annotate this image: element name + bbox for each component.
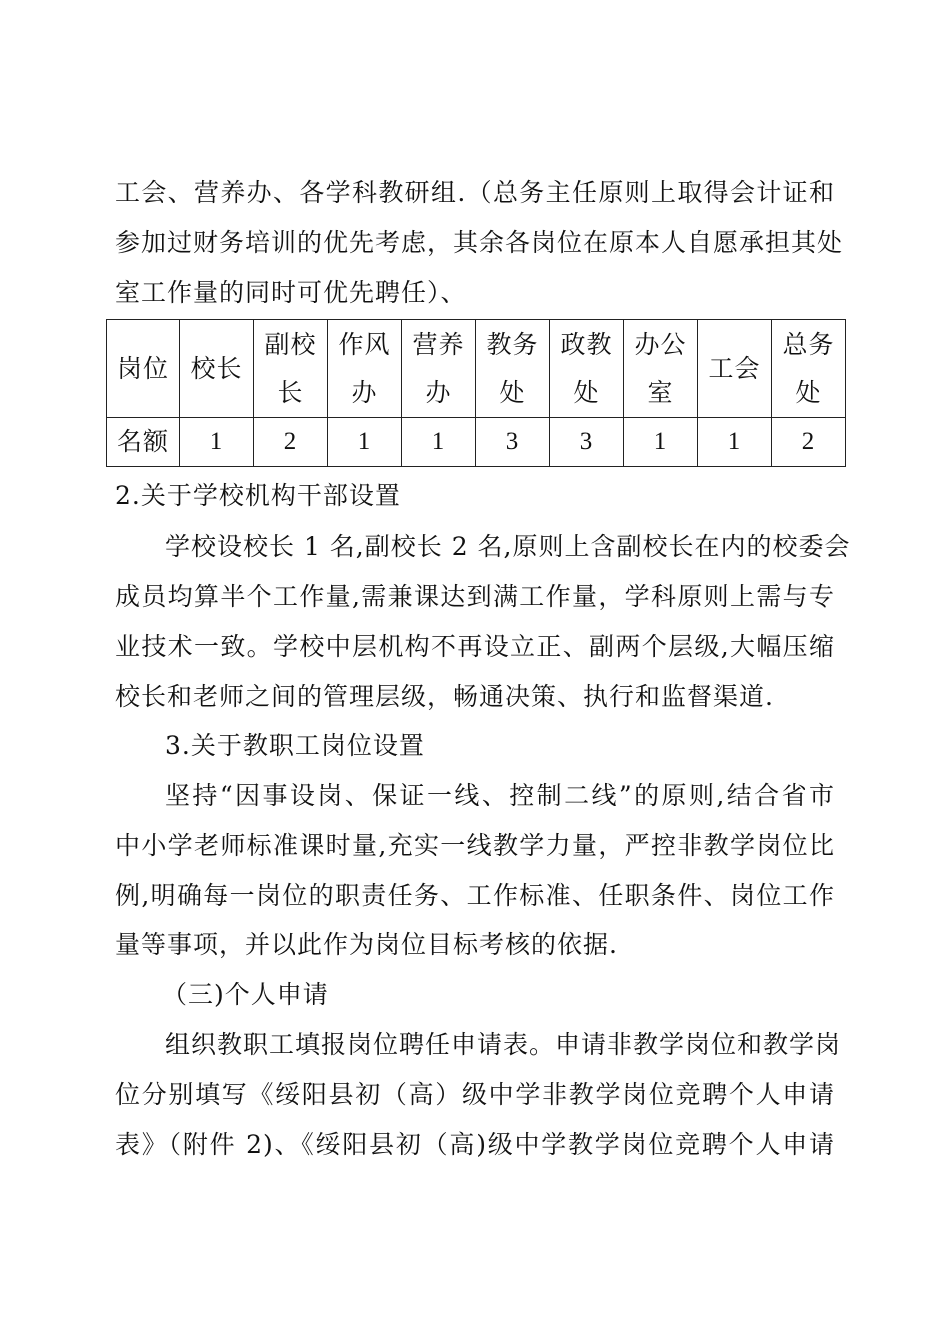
quota-cell: 1	[402, 418, 476, 467]
position-cell: 营养 办	[402, 320, 476, 418]
personal-application-line-2: 位分别填写《绥阳县初（高）级中学非教学岗位竞聘个人申请	[115, 1080, 835, 1109]
personal-application-heading: （三)个人申请	[162, 980, 329, 1009]
section-2-line-2: 成员均算半个工作量,需兼课达到满工作量，学科原则上需与专	[115, 582, 835, 611]
position-cell: 作风 办	[328, 320, 402, 418]
quota-cell: 3	[550, 418, 624, 467]
position-cell: 工会	[698, 320, 772, 418]
position-cell: 办公 室	[624, 320, 698, 418]
intro-line-3: 室工作量的同时可优先聘任）、	[115, 278, 467, 307]
section-3-heading: 3.关于教职工岗位设置	[165, 731, 425, 760]
position-cell: 教务 处	[476, 320, 550, 418]
section-3-line-1: 坚持“因事设岗、保证一线、控制二线”的原则,结合省市	[165, 781, 835, 810]
quota-cell: 1	[328, 418, 402, 467]
personal-application-line-3: 表》（附件 2)、《绥阳县初（高)级中学教学岗位竞聘个人申请	[115, 1130, 835, 1159]
section-3-line-4: 量等事项，并以此作为岗位目标考核的依据.	[115, 930, 618, 959]
quota-cell: 2	[254, 418, 328, 467]
section-2-line-1: 学校设校长 1 名,副校长 2 名,原则上含副校长在内的校委会	[165, 532, 851, 561]
section-3-line-3: 例,明确每一岗位的职责任务、工作标准、任职条件、岗位工作	[115, 881, 835, 910]
quota-cell: 3	[476, 418, 550, 467]
position-cell: 总务 处	[772, 320, 846, 418]
intro-line-2: 参加过财务培训的优先考虑，其余各岗位在原本人自愿承担其处	[115, 228, 844, 257]
table-row-quotas	[107, 418, 846, 467]
row-header-position: 岗位	[107, 320, 180, 418]
row-header-quota: 名额	[107, 418, 180, 467]
table-row-positions	[107, 320, 846, 418]
position-cell: 校长	[180, 320, 254, 418]
intro-line-1: 工会、营养办、各学科教研组.（总务主任原则上取得会计证和	[115, 178, 835, 207]
quota-cell: 2	[772, 418, 846, 467]
section-2-heading: 2.关于学校机构干部设置	[115, 481, 401, 510]
position-cell: 政教 处	[550, 320, 624, 418]
position-quota-table	[106, 319, 846, 467]
quota-cell: 1	[180, 418, 254, 467]
section-2-line-3: 业技术一致。学校中层机构不再设立正、副两个层级,大幅压缩	[115, 632, 835, 661]
section-2-line-4: 校长和老师之间的管理层级，畅通决策、执行和监督渠道.	[115, 682, 774, 711]
quota-cell: 1	[698, 418, 772, 467]
quota-cell: 1	[624, 418, 698, 467]
personal-application-line-1: 组织教职工填报岗位聘任申请表。申请非教学岗位和教学岗	[165, 1030, 842, 1059]
section-3-line-2: 中小学老师标准课时量,充实一线教学力量，严控非教学岗位比	[115, 831, 835, 860]
position-cell: 副校 长	[254, 320, 328, 418]
